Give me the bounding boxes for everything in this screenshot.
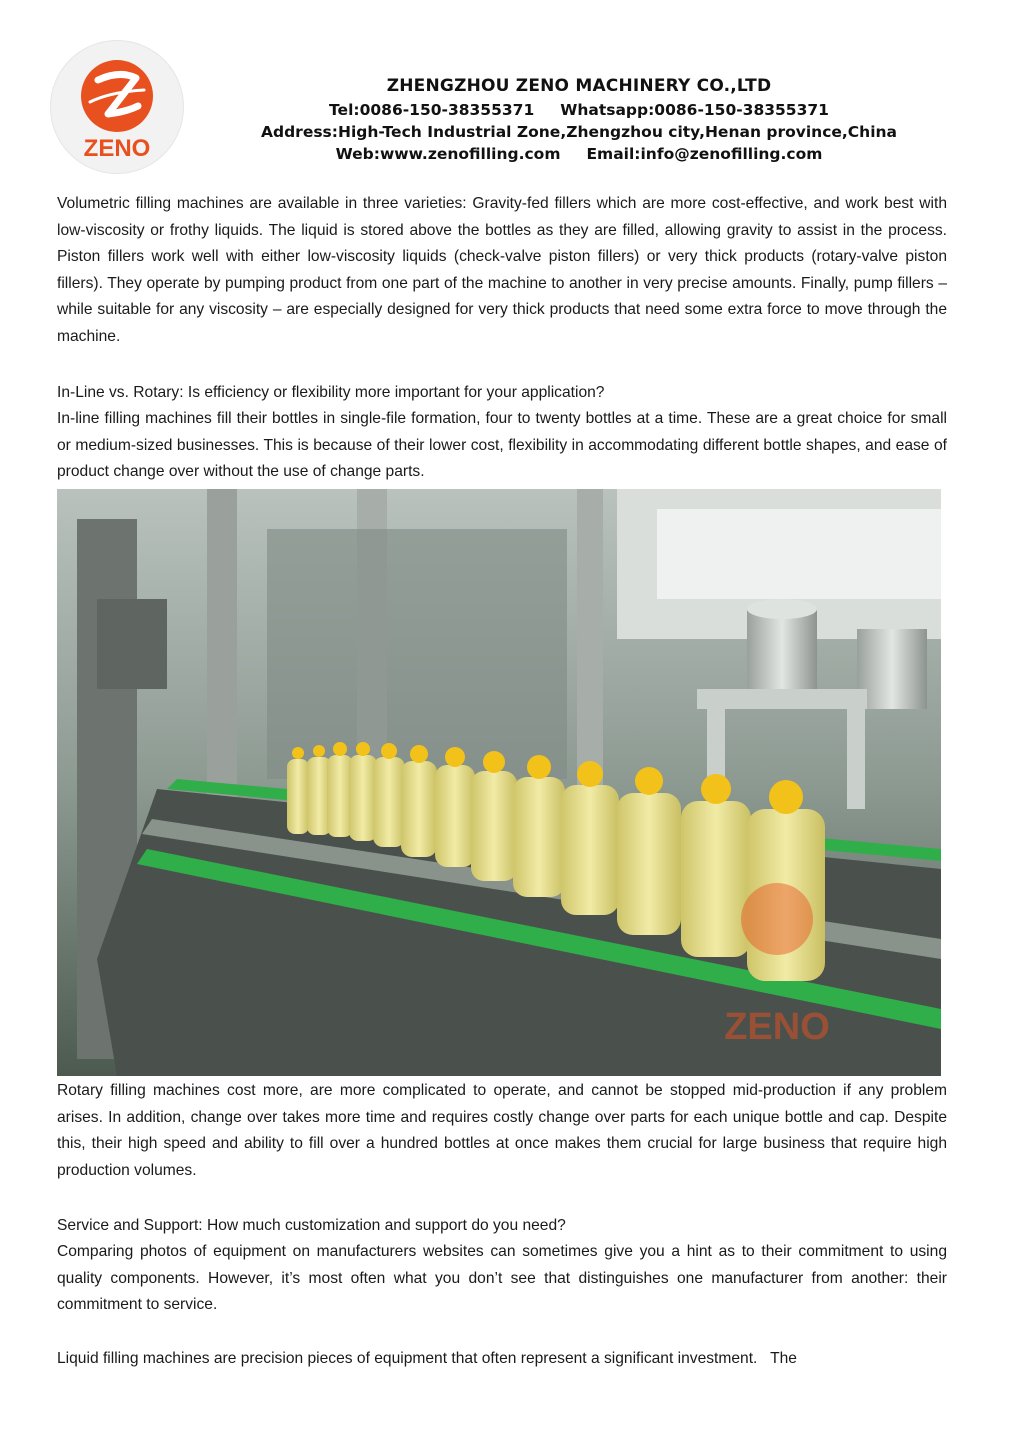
paragraph-service: Comparing photos of equipment on manufacturers websites can sometimes give you a hint as to their commitment to using quality components. However, it’s most often what you don’t see that distinguishes one manufacturer from another: their commitment to service. xyxy=(57,1243,947,1313)
filling-line-illustration xyxy=(57,489,941,1076)
company-address: Address:High-Tech Industrial Zone,Zhengzhou city,Henan province,China xyxy=(260,123,898,141)
zeno-logo-mark xyxy=(50,40,184,174)
whatsapp-number: Whatsapp:0086-150-38355371 xyxy=(560,101,829,119)
paragraph-inline: In-line filling machines fill their bottles in single-file formation, four to twenty bottles at a time. These are a great choice for small or medium-sized businesses. This is because of their lower cost, flexibility in accommodating different bottle shapes, and ease of product change over without the use of change parts. xyxy=(57,410,947,480)
contact-phones xyxy=(186,101,972,119)
company-name: ZHENGZHOU ZENO MACHINERY CO.,LTD xyxy=(386,76,772,96)
paragraph-rotary: Rotary filling machines cost more, are more complicated to operate, and cannot be stopped mid-production if any problem arises. In addition, change over takes more time and requires costly change over parts for each unique bottle and cap. Despite this, their high speed and ability to fill over a hundred bottles at once makes them crucial for large business that require high production volumes. xyxy=(57,1082,947,1179)
zeno-logo xyxy=(50,40,184,174)
website: Web:www.zenofilling.com xyxy=(335,145,561,163)
photo-watermark: ZENO xyxy=(724,1006,830,1048)
email-address: Email:info@zenofilling.com xyxy=(586,145,823,163)
paragraph-volumetric: Volumetric filling machines are available in three varieties: Gravity-fed fillers which are more cost-effective, and work best with low-viscosity or frothy liquids. The liquid is stored above the bottles as they are filled, allowing gravity to assist in the process. Piston fillers work well with either low-viscosity liquids (check-valve piston fillers) or very thick products (rotary-valve piston fillers). They operate by pumping product from one part of the machine to another in very precise amounts. Finally, pump fillers – while suitable for any viscosity – are especially designed for very thick products that need some extra force to move through the machine. xyxy=(57,195,947,345)
filling-line-photo xyxy=(57,489,941,1076)
logo-text: ZENO xyxy=(83,135,151,162)
paragraph-investment: Liquid filling machines are precision pieces of equipment that often represent a significant investment. The xyxy=(57,1350,797,1367)
section-heading-inline-vs-rotary: In-Line vs. Rotary: Is efficiency or flexibility more important for your application? xyxy=(57,384,605,401)
section-heading-service-support: Service and Support: How much customization and support do you need? xyxy=(57,1217,566,1234)
contact-web xyxy=(186,145,972,163)
phone-number: Tel:0086-150-38355371 xyxy=(329,101,535,119)
